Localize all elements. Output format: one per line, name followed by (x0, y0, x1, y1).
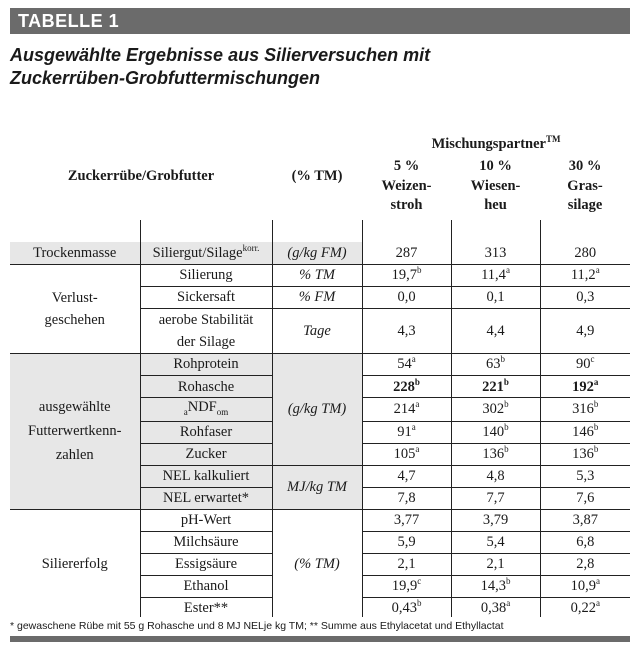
cell-value: 0,43$^b$ (362, 597, 451, 617)
row-unit: % FM (272, 286, 362, 308)
partner-group-text: Mischungspartner (431, 136, 546, 152)
col-1-pct: 5 % (393, 158, 420, 174)
cell-value: 0,3 (540, 286, 630, 308)
row-label: Milchsäure (140, 531, 272, 553)
row-label: NEL erwartet* (140, 487, 272, 509)
cell-value: 146$^b$ (540, 421, 630, 443)
cell-value: 313 (451, 242, 540, 264)
cell-value: 4,3 (362, 308, 451, 353)
cell-value: 0,38$^a$ (451, 597, 540, 617)
cell-value: 280 (540, 242, 630, 264)
row-label-sup: korr. (242, 242, 260, 253)
cell-value: 0,1 (451, 286, 540, 308)
row-label: Rohfaser (140, 421, 272, 443)
group-futterwert-line-2: Futterwertkenn- (28, 423, 122, 440)
col-2-name-1: Wiesen- (470, 178, 521, 194)
row-label: Essigsäure (140, 553, 272, 575)
cell-value: 10,9$^a$ (540, 575, 630, 597)
partner-group-header (362, 132, 630, 156)
row-label: Sickersaft (140, 286, 272, 308)
cell-value: 4,8 (451, 465, 540, 487)
table-label-bar (10, 8, 630, 34)
cell-value: 136$^b$ (451, 443, 540, 465)
row-unit: Tage (272, 308, 362, 353)
cell-value: 7,7 (451, 487, 540, 509)
row-label: NEL kalkuliert (140, 465, 272, 487)
caption-line-2: Zuckerrüben-Grobfuttermischungen (10, 68, 321, 88)
table-row (10, 354, 630, 376)
cell-value: 0,0 (362, 286, 451, 308)
cell-value: 4,9 (540, 308, 630, 353)
table-row (10, 242, 630, 264)
col-1-name-1: Weizen- (381, 178, 432, 194)
col-2-name-2: heu (484, 197, 507, 213)
group-silier: Siliererfolg (10, 509, 140, 617)
cell-value: 2,1 (451, 553, 540, 575)
col-3-pct: 30 % (568, 158, 602, 174)
row-unit: % TM (272, 264, 362, 286)
cell-value: 5,3 (540, 465, 630, 487)
row-label-line-2: der Silage (176, 333, 236, 350)
caption-line-1: Ausgewählte Ergebnisse aus Silierversuchen mit (10, 45, 431, 65)
row-label (140, 308, 272, 353)
group-futterwert-line-1: ausgewählte (38, 399, 111, 416)
row-label: Rohprotein (140, 354, 272, 376)
cell-value: 11,2$^a$ (540, 264, 630, 286)
cell-value: 140$^b$ (451, 421, 540, 443)
cell-value: 302$^b$ (451, 398, 540, 422)
cell-value: 2,8 (540, 553, 630, 575)
table-row (10, 264, 630, 286)
unit-header-text: (% TM) (291, 168, 343, 184)
cell-value: 90$^c$ (540, 354, 630, 376)
row-label-text: Siliergut/Silage (152, 244, 243, 261)
col-3-name-1: Gras- (567, 178, 603, 194)
cell-value: 7,8 (362, 487, 451, 509)
row-label-header-text: Zuckerrübe/Grobfutter (67, 168, 215, 184)
cell-value: 3,87 (540, 509, 630, 531)
cell-value: 11,4$^a$ (451, 264, 540, 286)
cell-value: 287 (362, 242, 451, 264)
row-label: pH-Wert (140, 509, 272, 531)
cell-value: 4,7 (362, 465, 451, 487)
cell-value: 14,3$^b$ (451, 575, 540, 597)
cell-value: 221$^b$ (451, 376, 540, 398)
unit-header (272, 132, 362, 220)
group-futterwert (10, 354, 140, 510)
cell-value: 54$^a$ (362, 354, 451, 376)
bottom-bar (10, 636, 630, 642)
row-label-line-1: aerobe Stabilität (158, 311, 254, 328)
row-unit: (% TM) (272, 509, 362, 617)
col-1-name-2: stroh (390, 197, 423, 213)
row-unit: MJ/kg TM (272, 465, 362, 509)
partner-group-sup: TM (545, 134, 561, 145)
table-row (10, 509, 630, 531)
footnote: * gewaschene Rübe mit 55 g Rohasche und 8 MJ NELje kg TM; ** Summe aus Ethylacetat und Ethyllactat (10, 620, 504, 632)
row-label: Rohasche (140, 376, 272, 398)
cell-value: 63$^b$ (451, 354, 540, 376)
cell-value: 19,9$^c$ (362, 575, 451, 597)
cell-value: 91$^a$ (362, 421, 451, 443)
col-2-pct: 10 % (479, 158, 512, 174)
row-label: Ester** (140, 597, 272, 617)
cell-value: 0,22$^a$ (570, 597, 600, 616)
row-label: Zucker (140, 443, 272, 465)
results-table (10, 132, 630, 617)
row-label: Ethanol (140, 575, 272, 597)
cell-value: 19,7$^b$ (362, 264, 451, 286)
row-label: Silierung (140, 264, 272, 286)
col-3-name-2: silage (567, 197, 603, 213)
row-label: $_aNDF_{om}$ (140, 398, 272, 422)
cell-value: 2,1 (362, 553, 451, 575)
cell-value: 5,4 (451, 531, 540, 553)
cell-value: 214$^a$ (362, 398, 451, 422)
group-futterwert-line-3: zahlen (55, 447, 94, 464)
cell-value: 228$^b$ (362, 376, 451, 398)
table-label: TABELLE 1 (18, 11, 120, 31)
group-trockenmasse: Trockenmasse (10, 242, 140, 264)
group-verlust-line-2: geschehen (44, 311, 105, 328)
cell-value: 105$^a$ (362, 443, 451, 465)
row-label (140, 242, 272, 264)
table-caption (10, 44, 630, 90)
cell-value: 7,6 (540, 487, 630, 509)
cell-value: 4,4 (451, 308, 540, 353)
cell-value: 316$^b$ (540, 398, 630, 422)
cell-value: 6,8 (540, 531, 630, 553)
row-unit: (g/kg TM) (272, 354, 362, 466)
row-label-header (10, 132, 272, 220)
group-verlust (10, 264, 140, 354)
row-unit: (g/kg FM) (272, 242, 362, 264)
cell-value: 192$^a$ (540, 376, 630, 398)
cell-value: 5,9 (362, 531, 451, 553)
group-verlust-line-1: Verlust- (51, 289, 98, 306)
cell-value: 136$^b$ (540, 443, 630, 465)
cell-value: 3,77 (362, 509, 451, 531)
cell-value: 3,79 (451, 509, 540, 531)
